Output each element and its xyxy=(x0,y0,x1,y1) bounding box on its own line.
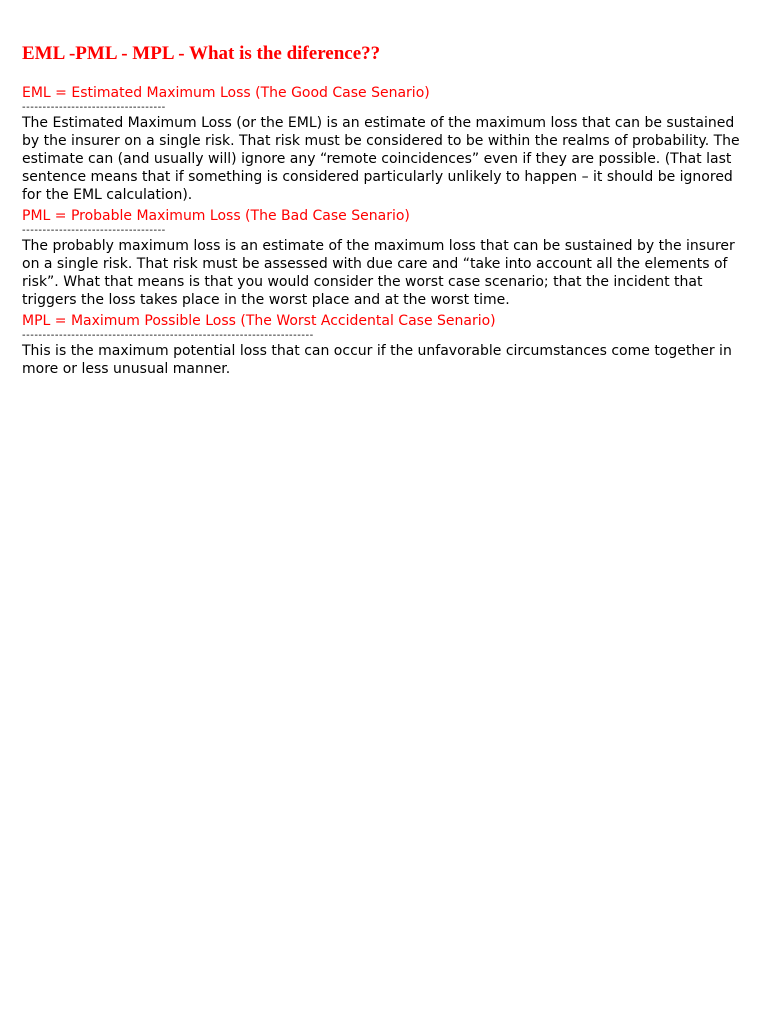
section-heading-eml: EML = Estimated Maximum Loss (The Good Case Senario) xyxy=(22,85,430,101)
section-divider-eml: ----------------------------------- xyxy=(22,102,166,113)
section-divider-mpl: ----------------------------------------------------------------------- xyxy=(22,330,314,341)
page-title: EML -PML - MPL - What is the diference?? xyxy=(22,43,381,64)
sections-container xyxy=(22,84,742,381)
section-divider-pml: ----------------------------------- xyxy=(22,225,166,236)
section-eml xyxy=(22,84,742,204)
section-mpl xyxy=(22,312,742,378)
section-body-pml: The probably maximum loss is an estimate of the maximum loss that can be sustained by the insurer on a single risk. That risk must be assessed with due care and “take into account all the elements of risk”. What that means is that you would consider the worst case scenario; that the incident that triggers the loss takes place in the worst place and at the worst time. xyxy=(22,238,735,308)
section-body-mpl: This is the maximum potential loss that can occur if the unfavorable circumstances come together in more or less unusual manner. xyxy=(22,343,732,377)
section-pml xyxy=(22,207,742,309)
section-heading-pml: PML = Probable Maximum Loss (The Bad Case Senario) xyxy=(22,208,410,224)
section-body-eml: The Estimated Maximum Loss (or the EML) is an estimate of the maximum loss that can be sustained by the insurer on a single risk. That risk must be considered to be within the realms of probability. The estimate can (and usually will) ignore any “remote coincidences” even if they are possible. (That last sentence means that if something is considered particularly unlikely to happen – it should be ignored for the EML calculation). xyxy=(22,115,740,203)
section-heading-mpl: MPL = Maximum Possible Loss (The Worst Accidental Case Senario) xyxy=(22,313,496,329)
